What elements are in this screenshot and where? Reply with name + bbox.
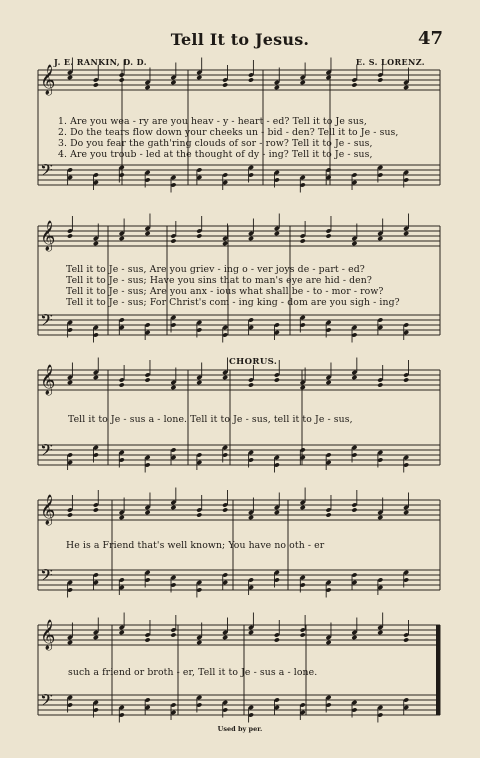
note-head	[93, 635, 99, 640]
treble-clef-icon: 𝄞	[40, 620, 56, 650]
note-head	[196, 75, 202, 80]
treble-clef-icon: 𝄞	[40, 365, 56, 395]
note-head	[300, 632, 306, 637]
note-head	[119, 630, 125, 635]
bass-clef-icon: 𝄢	[40, 565, 53, 589]
note-head	[274, 637, 280, 642]
note-head	[170, 632, 176, 637]
note-head	[351, 82, 357, 87]
note-head	[248, 630, 254, 635]
note-head	[403, 231, 409, 236]
note-head	[377, 630, 383, 635]
verse-2-line-b: Tell it to Je - sus; Have you sins that to man's eye are hid - den?	[66, 275, 372, 286]
note-head	[93, 241, 99, 246]
note-head	[67, 75, 73, 80]
note-head	[351, 241, 357, 246]
note-head	[196, 380, 202, 385]
note-head	[403, 637, 409, 642]
verse-4-line-b: Tell it to Je - sus; For Christ's com - ing king - dom are you sigh - ing?	[66, 297, 400, 308]
note-head	[300, 385, 306, 390]
note-head	[222, 241, 228, 246]
note-head	[93, 375, 99, 380]
note-head	[248, 382, 254, 387]
note-head	[403, 85, 409, 90]
verse-3-line-a: 3. Do you fear the gath'ring clouds of sor - row? Tell it to Je - sus,	[58, 138, 373, 149]
bass-clef-icon: 𝄢	[40, 690, 53, 714]
chorus-line-2: He is a Friend that's well known; You have no oth - er	[66, 540, 325, 551]
note-head	[196, 233, 202, 238]
note-head	[300, 80, 306, 85]
note-head	[325, 380, 331, 385]
note-head	[170, 385, 176, 390]
verse-3-line-b: Tell it to Je - sus; Are you anx - ious what shall be - to - mor - row?	[66, 286, 384, 297]
bass-clef-icon: 𝄢	[40, 160, 53, 184]
note-head	[196, 512, 202, 517]
verse-4-line-a: 4. Are you troub - led at the thought of dy - ing? Tell it to Je - sus,	[58, 149, 373, 160]
note-head	[170, 505, 176, 510]
note-head	[403, 510, 409, 515]
treble-clef-icon: 𝄞	[40, 221, 56, 251]
treble-clef-icon: 𝄞	[40, 495, 56, 525]
composer-credit: E. S. LORENZ.	[355, 57, 425, 67]
chorus-line-3: such a friend or broth - er, Tell it to Je - sus a - lone.	[68, 667, 318, 678]
note-head	[222, 635, 228, 640]
note-head	[325, 512, 331, 517]
note-head	[144, 510, 150, 515]
note-head	[274, 85, 280, 90]
note-head	[325, 75, 331, 80]
note-head	[93, 507, 99, 512]
note-head	[248, 77, 254, 82]
note-head	[144, 637, 150, 642]
verse-1-line-a: 1. Are you wea - ry are you heav - y - heart - ed? Tell it to Je sus,	[58, 116, 367, 127]
note-head	[377, 382, 383, 387]
bass-clef-icon: 𝄢	[40, 440, 53, 464]
hymn-title: Tell It to Jesus.	[170, 30, 310, 49]
note-head	[222, 82, 228, 87]
note-head	[248, 236, 254, 241]
chorus-label: CHORUS.	[229, 357, 278, 367]
note-head	[325, 640, 331, 645]
treble-clef-icon: 𝄞	[40, 65, 56, 95]
note-head	[248, 515, 254, 520]
note-head	[144, 231, 150, 236]
note-head	[93, 82, 99, 87]
verse-1-line-b: Tell it to Je - sus, Are you griev - ing o - ver joys de - part - ed?	[66, 264, 365, 275]
note-head	[403, 377, 409, 382]
note-head	[170, 238, 176, 243]
note-head	[274, 377, 280, 382]
note-head	[67, 380, 73, 385]
note-head	[144, 85, 150, 90]
note-head	[196, 640, 202, 645]
bass-clef-icon: 𝄢	[40, 310, 53, 334]
note-head	[222, 375, 228, 380]
note-head	[170, 80, 176, 85]
note-head	[119, 382, 125, 387]
final-bar	[436, 625, 440, 715]
note-head	[119, 77, 125, 82]
note-head	[351, 507, 357, 512]
note-head	[377, 236, 383, 241]
note-head	[300, 238, 306, 243]
note-head	[377, 515, 383, 520]
note-head	[67, 640, 73, 645]
note-head	[119, 236, 125, 241]
note-head	[274, 231, 280, 236]
note-head	[144, 377, 150, 382]
verse-2-line-a: 2. Do the tears flow down your cheeks un - bid - den? Tell it to Je - sus,	[58, 127, 399, 138]
page-number: 47	[418, 28, 444, 49]
note-head	[300, 505, 306, 510]
chorus-line-1: Tell it to Je - sus a - lone. Tell it to Je - sus, tell it to Je - sus,	[68, 414, 353, 425]
note-head	[67, 512, 73, 517]
note-head	[351, 375, 357, 380]
note-head	[222, 507, 228, 512]
note-head	[351, 635, 357, 640]
footer-permission: Used by per.	[217, 725, 263, 733]
note-head	[377, 77, 383, 82]
note-head	[325, 233, 331, 238]
note-head	[67, 233, 73, 238]
lyricist-credit: J. E. RANKIN, D. D.	[54, 57, 147, 67]
note-head	[119, 515, 125, 520]
note-head	[274, 510, 280, 515]
